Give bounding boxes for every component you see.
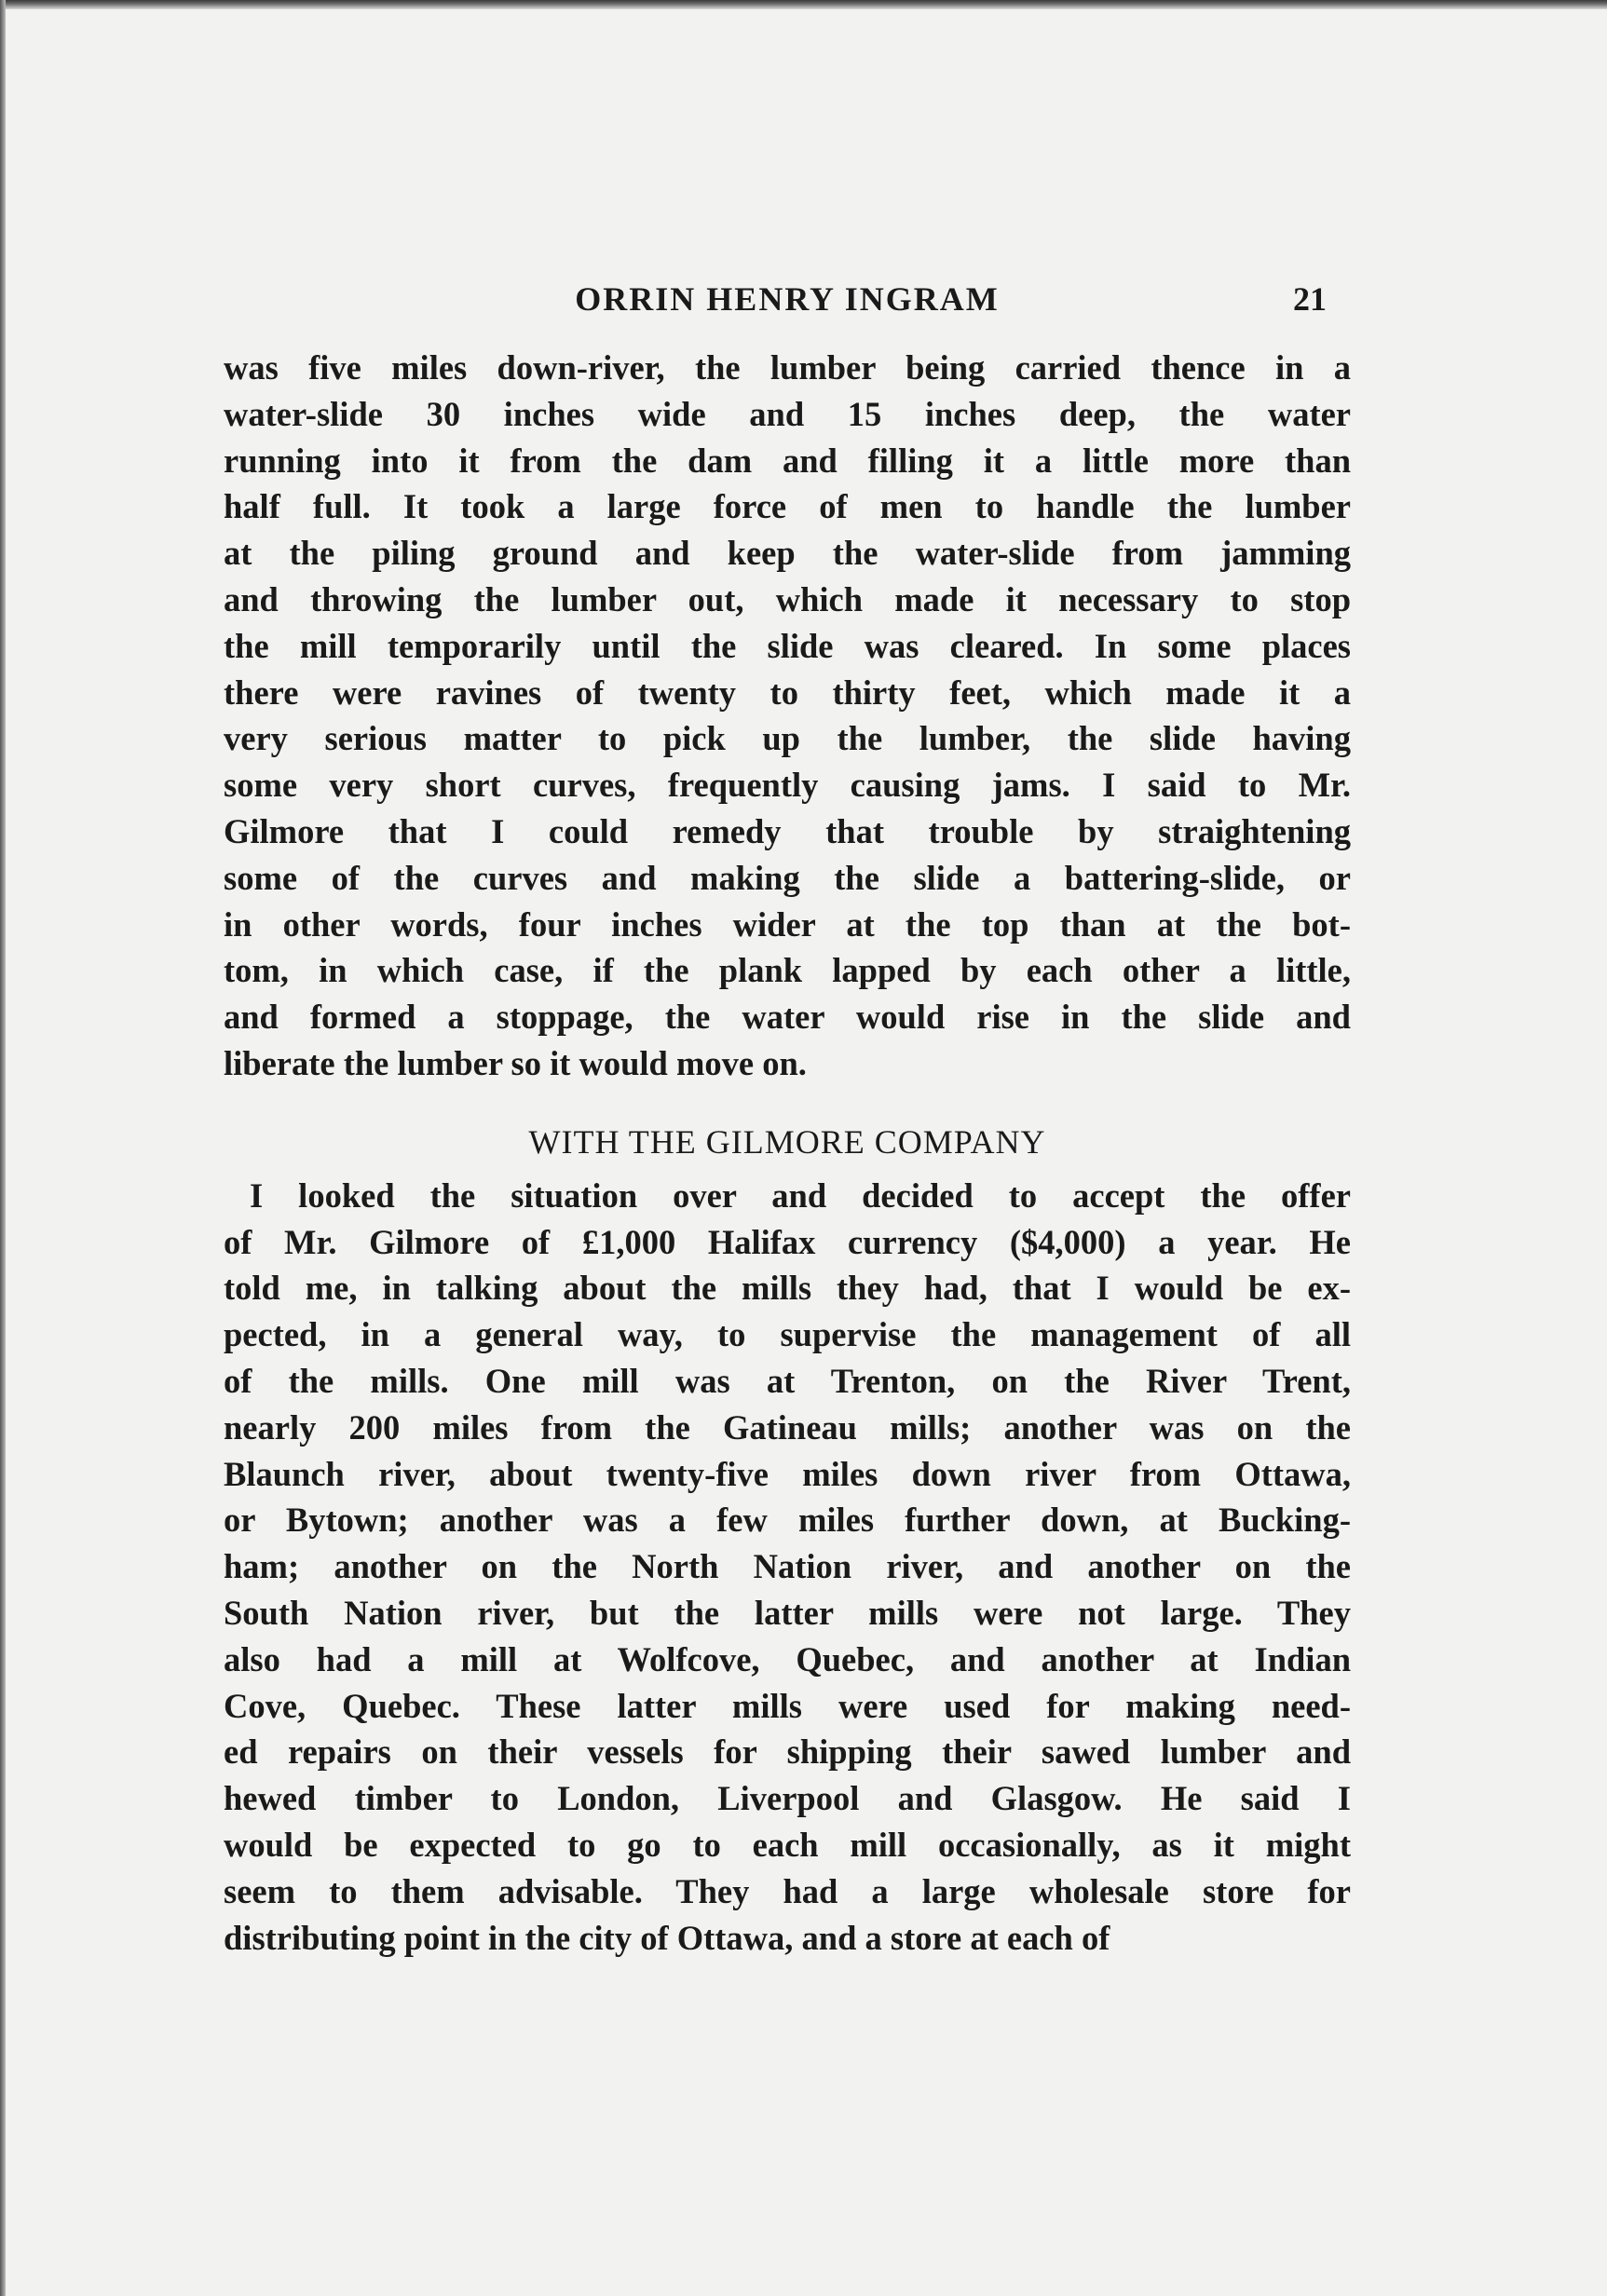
text-line: or Bytown; another was a few miles further down, at Bucking- <box>224 1501 1351 1540</box>
text-line: South Nation river, but the latter mills were not large. They <box>224 1593 1351 1632</box>
scan-shadow-top <box>0 0 1607 9</box>
running-title: ORRIN HENRY INGRAM <box>575 280 1000 318</box>
text-line: would be expected to go to each mill occasionally, as it might <box>224 1825 1351 1864</box>
text-line: of the mills. One mill was at Trenton, on the River Trent, <box>224 1361 1351 1400</box>
text-line: liberate the lumber so it would move on. <box>224 1043 807 1082</box>
text-line: some very short curves, frequently causing jams. I said to Mr. <box>224 766 1351 805</box>
text-line: at the piling ground and keep the water-slide from jamming <box>224 534 1351 573</box>
text-line: seem to them advisable. They had a large wholesale store for <box>224 1871 1351 1910</box>
text-line: distributing point in the city of Ottawa, and a store at each of <box>224 1918 1110 1957</box>
text-line: running into it from the dam and filling it a little more than <box>224 441 1351 480</box>
text-line: was five miles down-river, the lumber being carried thence in a <box>224 348 1351 387</box>
text-line: told me, in talking about the mills they had, that I would be ex- <box>224 1269 1351 1308</box>
text-line: of Mr. Gilmore of £1,000 Halifax currency ($4,000) a year. He <box>224 1222 1351 1261</box>
text-line: hewed timber to London, Liverpool and Glasgow. He said I <box>224 1779 1351 1818</box>
text-line: very serious matter to pick up the lumber, the slide having <box>224 719 1351 758</box>
text-line: ed repairs on their vessels for shipping their sawed lumber and <box>224 1732 1351 1772</box>
running-header <box>224 279 1351 322</box>
text-line: and throwing the lumber out, which made it necessary to stop <box>224 579 1351 618</box>
text-line: some of the curves and making the slide a battering-slide, or <box>224 858 1351 897</box>
text-line: also had a mill at Wolfcove, Quebec, and another at Indian <box>224 1639 1351 1678</box>
text-line: and formed a stoppage, the water would rise in the slide and <box>224 998 1351 1037</box>
text-line: water-slide 30 inches wide and 15 inches deep, the water <box>224 394 1351 433</box>
text-line: there were ravines of twenty to thirty feet, which made it a <box>224 672 1351 712</box>
text-line: I looked the situation over and decided to accept the offer <box>250 1175 1351 1215</box>
text-line: nearly 200 miles from the Gatineau mills; another was on the <box>224 1407 1351 1447</box>
book-page <box>224 279 1351 1961</box>
text-line: in other words, four inches wider at the top than at the bot- <box>224 904 1351 944</box>
scan-shadow-left <box>0 0 6 2296</box>
text-line: Gilmore that I could remedy that trouble by straightening <box>224 811 1351 850</box>
text-line: half full. It took a large force of men to handle the lumber <box>224 487 1351 526</box>
page-number: 21 <box>1293 280 1327 318</box>
section-heading: WITH THE GILMORE COMPANY <box>528 1122 1046 1161</box>
text-line: tom, in which case, if the plank lapped by each other a little, <box>224 951 1351 990</box>
text-line: Cove, Quebec. These latter mills were used for making need- <box>224 1686 1351 1725</box>
text-line: pected, in a general way, to supervise the management of all <box>224 1315 1351 1354</box>
body-paragraph-1 <box>224 345 1351 1087</box>
text-line: ham; another on the North Nation river, and another on the <box>224 1547 1351 1586</box>
body-paragraph-2 <box>224 1173 1351 1962</box>
text-line: Blaunch river, about twenty-five miles down river from Ottawa, <box>224 1454 1351 1493</box>
text-line: the mill temporarily until the slide was cleared. In some places <box>224 626 1351 665</box>
